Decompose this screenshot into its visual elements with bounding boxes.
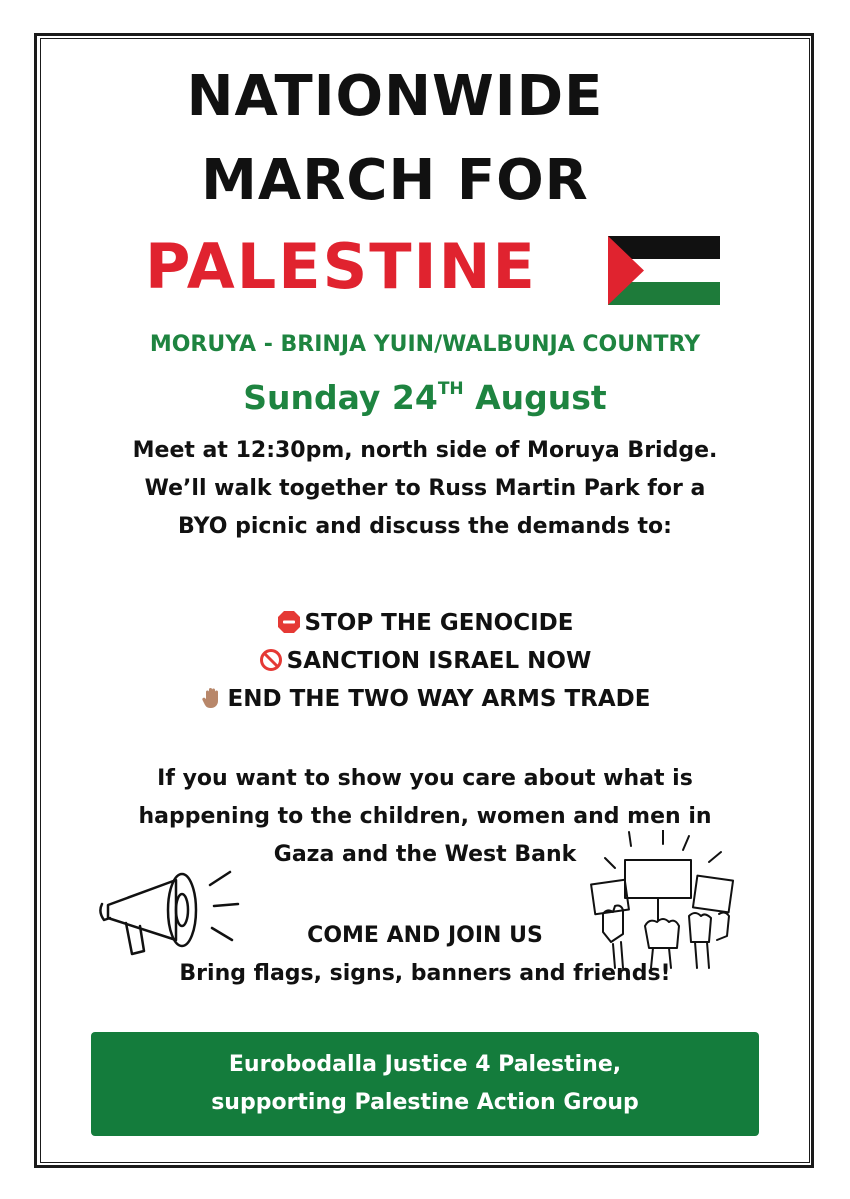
protest-signs-icon — [585, 830, 740, 970]
title-palestine: PALESTINE — [145, 230, 537, 303]
care-line-3: Gaza and the West Bank — [273, 842, 577, 867]
date-day: Sunday 24 — [243, 378, 438, 417]
care-line-2: happening to the children, women and men in — [138, 804, 712, 829]
meeting-line-1: Meet at 12:30pm, north side of Moruya Bridge. — [132, 438, 718, 463]
care-line-1: If you want to show you care about what is — [157, 766, 693, 791]
demand-item: STOP THE GENOCIDE — [0, 604, 850, 642]
prohibited-icon — [259, 648, 283, 672]
location-line: MORUYA - BRINJA YUIN/WALBUNJA COUNTRY — [149, 332, 701, 357]
organizer-line-1: Eurobodalla Justice 4 Palestine, — [228, 1052, 622, 1077]
raised-hand-icon — [200, 686, 224, 710]
join-line-2: Bring flags, signs, banners and friends! — [179, 961, 671, 986]
meeting-line-3: BYO picnic and discuss the demands to: — [178, 514, 672, 539]
organizer-line-2: supporting Palestine Action Group — [211, 1090, 639, 1115]
date-month: August — [463, 378, 607, 417]
megaphone-icon — [98, 850, 248, 965]
event-date — [0, 378, 850, 417]
demands-list — [0, 604, 850, 718]
date-suffix: TH — [437, 379, 464, 399]
demand-item: END THE TWO WAY ARMS TRADE — [0, 680, 850, 718]
title-line-2: MARCH FOR — [201, 148, 589, 213]
stop-sign-icon — [277, 610, 301, 634]
title-line-1: NATIONWIDE — [186, 64, 604, 129]
meeting-line-2: We’ll walk together to Russ Martin Park for a — [144, 476, 706, 501]
join-line-1: COME AND JOIN US — [307, 923, 543, 948]
demand-item: SANCTION ISRAEL NOW — [0, 642, 850, 680]
palestine-flag-icon — [608, 236, 720, 305]
meeting-details — [0, 432, 850, 546]
organizer-banner — [91, 1032, 759, 1136]
